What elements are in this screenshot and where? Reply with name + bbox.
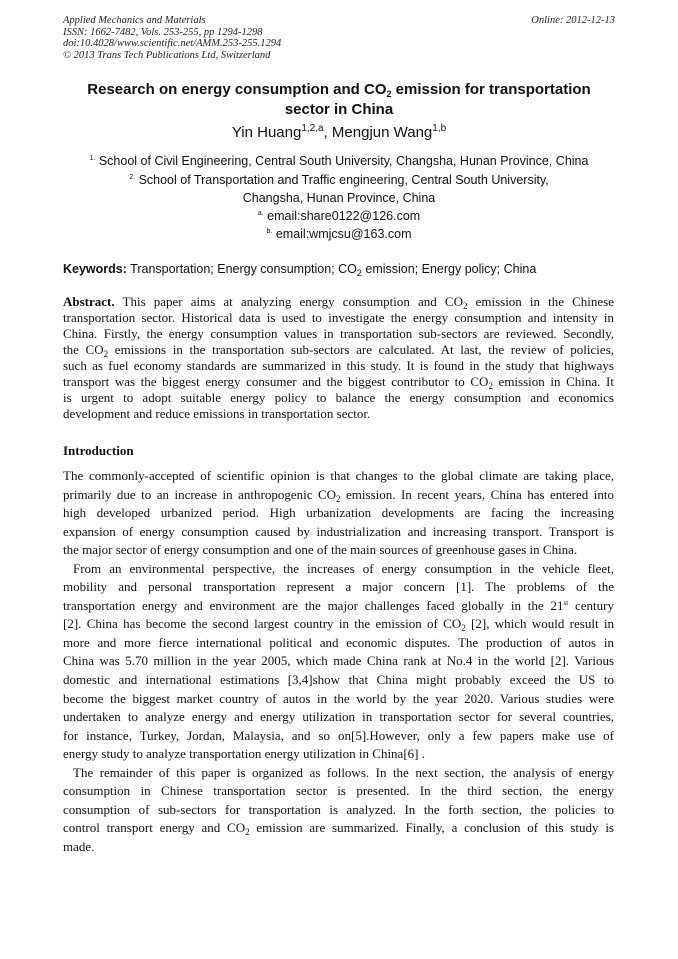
- intro-line: The remainder of this paper is organized as follows. In the next section, the analysis of energy: [73, 764, 614, 780]
- email-a-mark: a.: [257, 210, 264, 217]
- intro-line: domestic and international estimations [3,4]show that China might probably exceed the US to: [63, 672, 614, 688]
- intro-line: [63, 597, 614, 616]
- affiliation-2-mark: 2.: [129, 174, 136, 181]
- abstract-subscript: 2: [103, 349, 109, 359]
- author-2-affil-mark: 1,b: [432, 123, 447, 134]
- abstract-subscript: 2: [488, 381, 493, 391]
- intro-line: [63, 615, 614, 634]
- intro-line: undertaken to analyze energy and energy utilization in transportation sector for several countries,: [63, 709, 614, 725]
- copyright-line: © 2013 Trans Tech Publications Ltd, Switzerland: [63, 49, 271, 61]
- email-b-text[interactable]: email:wmjcsu@163.com: [272, 227, 412, 241]
- doi-line[interactable]: doi:10.4028/www.scientific.net/AMM.253-255.1294: [63, 38, 282, 49]
- intro-subscript: 2: [245, 827, 250, 838]
- title-text: Research on energy consumption and CO: [87, 81, 387, 98]
- email-b-mark: b.: [266, 228, 273, 235]
- email-a-text[interactable]: email:share0122@126.com: [263, 209, 421, 223]
- intro-line: From an environmental perspective, the increases of energy consumption in the vehicle fleet,: [73, 560, 614, 576]
- abstract: [63, 294, 614, 422]
- abstract-text: emissions in the transportation sub-sectors are calculated. At last, the review of policies,: [108, 342, 614, 357]
- paper-title: [60, 80, 618, 120]
- intro-text: control transport energy and CO: [63, 820, 246, 836]
- email-b: [60, 226, 618, 242]
- intro-line: expansion of energy consumption caused by industrialization and increasing transport. Transport is: [63, 523, 614, 539]
- intro-line: energy study to analyze transportation energy utilization in China[6] .: [63, 746, 425, 762]
- author-separator: ,: [323, 124, 332, 141]
- abstract-text: emission in the Chinese: [467, 294, 615, 309]
- abstract-line: [63, 342, 614, 358]
- abstract-line: China. Firstly, the energy consumption values in transportation sub-sectors are reviewed. Secondly,: [63, 326, 614, 341]
- keywords: [63, 261, 536, 277]
- section-heading-introduction: Introduction: [63, 443, 134, 458]
- abstract-line: [63, 294, 614, 310]
- keywords-label: Keywords:: [63, 262, 127, 276]
- author-1-affil-mark: 1,2,a: [301, 123, 324, 134]
- issn-line: ISSN: 1662-7482, Vols. 253-255, pp 1294-1298: [63, 26, 263, 38]
- title-line-2: sector in China: [284, 101, 394, 118]
- author-1: Yin Huang: [231, 124, 302, 141]
- intro-line: [63, 819, 614, 838]
- intro-line: consumption in Chinese transportation sector is presented. In the third section, the energy: [63, 783, 614, 799]
- intro-subscript: 2: [336, 493, 341, 504]
- abstract-line: such as fuel economy standards are summarized in this study. It is found in the study that highways: [63, 358, 614, 373]
- affiliation-1: [60, 153, 618, 169]
- abstract-subscript: 2: [462, 301, 468, 311]
- affiliation-2-text: School of Transportation and Traffic engineering, Central South University,: [135, 173, 549, 187]
- intro-line: the major sector of energy consumption and one of the main sources of greenhouse gases in China.: [63, 542, 578, 558]
- intro-line: consumption of sub-sectors for transportation is analyzed. In the forth section, the policies to: [63, 801, 614, 817]
- intro-text: [2]. China has become the second largest country in the emission of CO: [63, 616, 462, 632]
- abstract-line: development and reduce emissions in transportation sector.: [63, 406, 371, 421]
- abstract-text: emission in China. It: [492, 374, 614, 389]
- online-date: Online: 2012-12-13: [531, 15, 615, 26]
- keywords-text: Transportation; Energy consumption; CO: [126, 262, 357, 276]
- keywords-subscript: 2: [356, 268, 362, 278]
- intro-line: become the biggest market country of autos in the world by the year 2020. Various studies were: [63, 690, 614, 706]
- intro-superscript: st: [563, 598, 569, 607]
- abstract-line: [63, 374, 614, 390]
- keywords-text-cont: emission; Energy policy; China: [361, 262, 537, 276]
- abstract-text: This paper aims at analyzing energy consumption and CO: [114, 294, 463, 309]
- intro-line: mobility and personal transportation represent a major concern [1]. The problems of the: [63, 579, 614, 595]
- intro-text: primarily due to an increase in anthropogenic CO: [63, 486, 337, 502]
- intro-subscript: 2: [461, 623, 466, 634]
- intro-line: [63, 486, 614, 505]
- intro-text: emission are summarized. Finally, a conclusion of this study is: [249, 820, 614, 836]
- affiliation-1-text: School of Civil Engineering, Central South University, Changsha, Hunan Province, China: [95, 154, 589, 168]
- journal-name: Applied Mechanics and Materials: [63, 15, 206, 26]
- title-text-cont: emission for transportation: [391, 81, 591, 98]
- affiliation-2: [60, 172, 618, 188]
- intro-line: for instance, Turkey, Jordan, Malaysia, and so on[5].However, only a few papers make use of: [63, 727, 614, 743]
- abstract-line: is urgent to adopt suitable energy policy to balance the energy consumption and economics: [63, 390, 614, 405]
- intro-line: more and more fierce international political and economic disputes. The production of autos in: [63, 634, 614, 650]
- intro-line: high developed urbanized period. High urbanization developments are facing the increasing: [63, 505, 614, 521]
- intro-text: century: [568, 597, 614, 613]
- intro-text: emission. In recent years, China has entered into: [340, 486, 614, 502]
- intro-text: [2], which would result in: [465, 616, 614, 632]
- abstract-text: the CO: [63, 342, 104, 357]
- abstract-label: Abstract.: [63, 294, 115, 309]
- intro-line: China was 5.70 million in the year 2005, which made China rank at No.4 in the world [2]. Various: [63, 653, 614, 669]
- title-subscript: 2: [386, 89, 392, 99]
- abstract-text: transport was the biggest energy consumer and the biggest contributor to CO: [63, 374, 489, 389]
- affiliation-2-cont: Changsha, Hunan Province, China: [242, 191, 436, 205]
- introduction-body: [63, 467, 614, 856]
- email-a: [60, 208, 618, 224]
- author-list: [60, 123, 618, 143]
- author-2: Mengjun Wang: [331, 124, 433, 141]
- intro-line: made.: [63, 838, 95, 854]
- intro-text: transportation energy and environment are the major challenges faced globally in the 21: [63, 597, 564, 613]
- journal-header: [63, 15, 281, 61]
- affiliation-1-mark: 1.: [89, 155, 96, 162]
- intro-line: The commonly-accepted of scientific opinion is that changes to the global climate are taking place,: [63, 468, 614, 483]
- abstract-line: transportation sector. Historical data is used to investigate the energy consumption and intensity in: [63, 310, 614, 325]
